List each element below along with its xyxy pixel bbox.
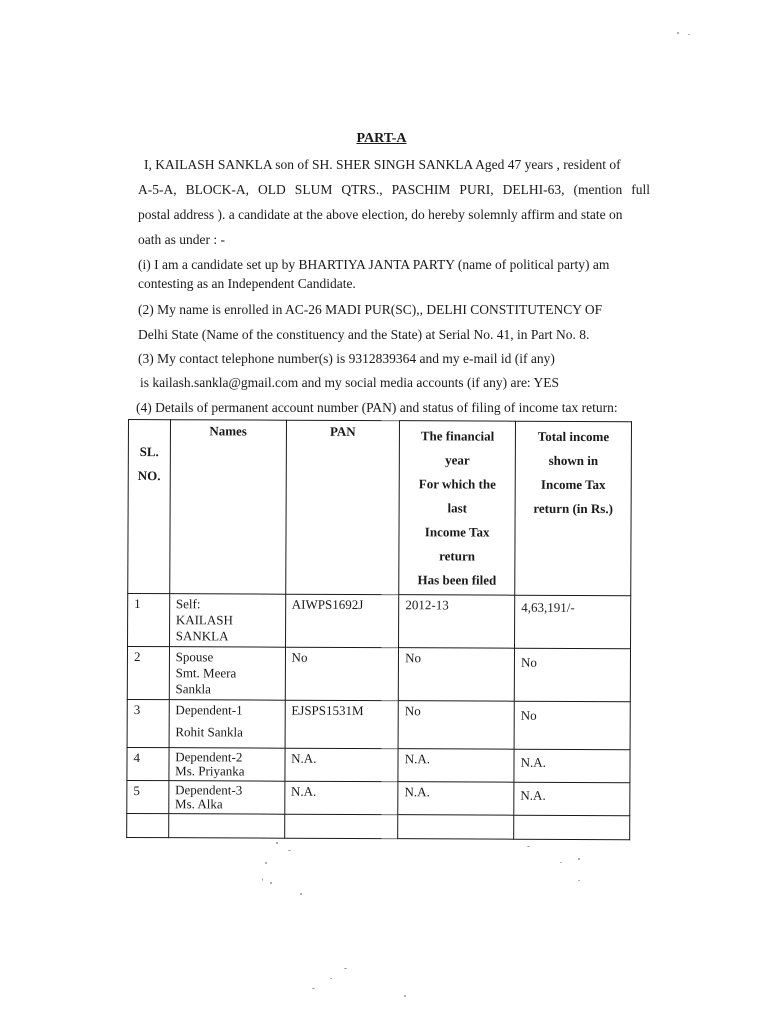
table-row xyxy=(127,699,630,749)
header-names: Names xyxy=(169,420,286,595)
cell-empty xyxy=(514,815,630,840)
cell-sl: 3 xyxy=(127,699,169,747)
cell-name: Dependent-2 Ms. Priyanka xyxy=(169,748,285,782)
cell-pan: No xyxy=(285,647,399,700)
cell-sl: 1 xyxy=(128,594,170,647)
item-1-line-1: (i) I am a candidate set up by BHARTIYA JANTA PARTY (name of political party) am xyxy=(138,257,610,272)
item-3-line-1: (3) My contact telephone number(s) is 9312839364 and my e-mail id (if any) xyxy=(138,351,555,366)
cell-sl: 2 xyxy=(127,647,169,700)
header-sl-no: SL. NO. xyxy=(128,420,170,594)
table-row xyxy=(127,747,630,782)
cell-sl: 4 xyxy=(127,747,169,780)
item-1-line-2: contesting as an Independent Candidate. xyxy=(138,276,356,291)
cell-year: No xyxy=(398,701,514,750)
table-row xyxy=(128,594,631,649)
part-a-heading: PART-A xyxy=(356,131,407,146)
table-row xyxy=(127,780,630,815)
intro-line-2: A-5-A, BLOCK-A, OLD SLUM QTRS., PASCHIM PURI, DELHI-63, (mention full xyxy=(138,182,650,197)
cell-income: No xyxy=(514,701,630,750)
cell-income: N.A. xyxy=(514,749,630,783)
cell-pan: N.A. xyxy=(284,781,398,814)
header-total-income: Total income shown in Income Tax return (in Rs.) xyxy=(515,421,632,596)
intro-line-3: postal address ). a candidate at the above election, do hereby solemnly affirm and state on xyxy=(138,207,623,222)
cell-year: 2012-13 xyxy=(399,595,515,649)
cell-income: N.A. xyxy=(514,782,630,816)
cell-year: N.A. xyxy=(398,749,514,783)
cell-sl: 5 xyxy=(127,780,169,813)
table-row-empty xyxy=(127,813,630,839)
item-3-line-2: is kailash.sankla@gmail.com and my social media accounts (if any) are: YES xyxy=(140,375,560,390)
cell-name: Dependent-1 Rohit Sankla xyxy=(169,700,285,749)
header-financial-year: The financial year For which the last Income Tax return Has been filed xyxy=(399,421,516,596)
cell-income: 4,63,191/- xyxy=(515,595,631,649)
intro-line-4: oath as under : - xyxy=(138,232,225,247)
table-header-row xyxy=(128,420,632,596)
item-2-line-1: (2) My name is enrolled in AC-26 MADI PUR(SC),, DELHI CONSTITUTENCY OF xyxy=(138,302,603,317)
cell-empty xyxy=(398,815,514,840)
cell-empty xyxy=(284,814,398,838)
item-2-line-2: Delhi State (Name of the constituency and the State) at Serial No. 41, in Part No. 8. xyxy=(138,327,590,342)
table-row xyxy=(127,647,630,702)
cell-pan: N.A. xyxy=(285,748,399,781)
cell-income: No xyxy=(514,648,630,702)
cell-empty xyxy=(168,814,284,839)
cell-name: Spouse Smt. Meera Sankla xyxy=(169,647,285,701)
cell-name: Self: KAILASH SANKLA xyxy=(169,594,285,648)
intro-line-1: I, KAILASH SANKLA son of SH. SHER SINGH SANKLA Aged 47 years , resident of xyxy=(144,157,621,172)
cell-empty xyxy=(127,813,169,837)
cell-name: Dependent-3 Ms. Alka xyxy=(168,781,284,815)
pan-income-tax-table xyxy=(126,419,632,840)
cell-pan: EJSPS1531M xyxy=(285,700,399,748)
item-4-line-1: (4) Details of permanent account number (PAN) and status of filing of income tax return: xyxy=(136,400,618,415)
cell-year: No xyxy=(398,648,514,702)
cell-year: N.A. xyxy=(398,782,514,816)
header-pan: PAN xyxy=(285,420,399,594)
cell-pan: AIWPS1692J xyxy=(285,594,399,647)
